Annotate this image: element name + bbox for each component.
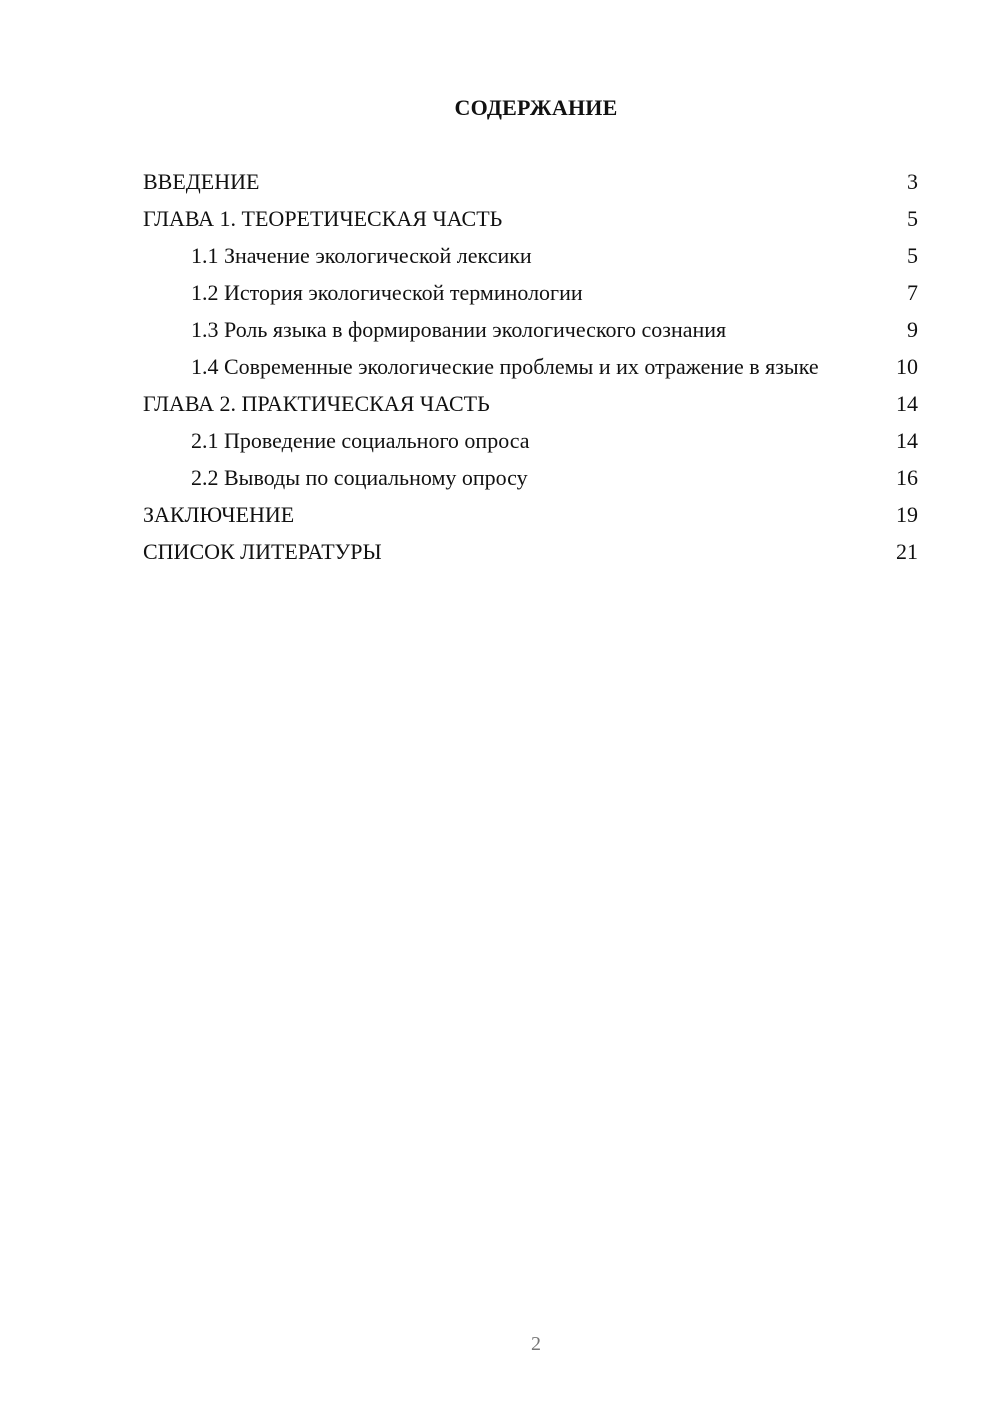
toc-entry-text: 1.1 Значение экологической лексики xyxy=(191,243,532,268)
toc-entry-text: ГЛАВА 2. ПРАКТИЧЕСКАЯ ЧАСТЬ xyxy=(143,391,490,416)
toc-entry-text: 2.1 Проведение социального опроса xyxy=(191,428,530,453)
toc-entry-section-1-4 xyxy=(143,353,918,381)
toc-entry-introduction xyxy=(143,168,918,196)
toc-entry-section-2-1 xyxy=(143,427,918,455)
toc-entry-text: СПИСОК ЛИТЕРАТУРЫ xyxy=(143,539,382,564)
toc-entry-chapter-1 xyxy=(143,205,918,233)
toc-entry-conclusion xyxy=(143,501,918,529)
toc-entry-text: ЗАКЛЮЧЕНИЕ xyxy=(143,502,295,527)
toc-entry-section-2-2 xyxy=(143,464,918,492)
toc-entry-page: 10 xyxy=(896,354,918,379)
toc-entry-text: 1.4 Современные экологические проблемы и их отражение в языке xyxy=(191,354,819,379)
toc-entry-references xyxy=(143,538,918,566)
toc-entry-page: 3 xyxy=(907,169,918,194)
toc-entry-text: ГЛАВА 1. ТЕОРЕТИЧЕСКАЯ ЧАСТЬ xyxy=(143,206,503,231)
toc-entry-text: ВВЕДЕНИЕ xyxy=(143,169,260,194)
toc-entry-page: 14 xyxy=(896,391,918,416)
toc-entry-page: 19 xyxy=(896,502,918,527)
table-of-contents xyxy=(143,168,918,575)
toc-entry-section-1-2 xyxy=(143,279,918,307)
toc-entry-text: 1.2 История экологической терминологии xyxy=(191,280,583,305)
toc-entry-page: 16 xyxy=(896,465,918,490)
toc-entry-page: 21 xyxy=(896,539,918,564)
page-number: 2 xyxy=(531,1333,541,1355)
toc-entry-section-1-3 xyxy=(143,316,918,344)
toc-entry-page: 7 xyxy=(907,280,918,305)
toc-entry-page: 5 xyxy=(907,206,918,231)
toc-title: СОДЕРЖАНИЕ xyxy=(454,95,618,120)
toc-entry-page: 14 xyxy=(896,428,918,453)
toc-entry-text: 1.3 Роль языка в формировании экологического сознания xyxy=(191,317,727,342)
toc-entry-chapter-2 xyxy=(143,390,918,418)
toc-entry-page: 5 xyxy=(907,243,918,268)
toc-entry-section-1-1 xyxy=(143,242,918,270)
toc-entry-page: 9 xyxy=(907,317,918,342)
toc-entry-text: 2.2 Выводы по социальному опросу xyxy=(191,465,528,490)
